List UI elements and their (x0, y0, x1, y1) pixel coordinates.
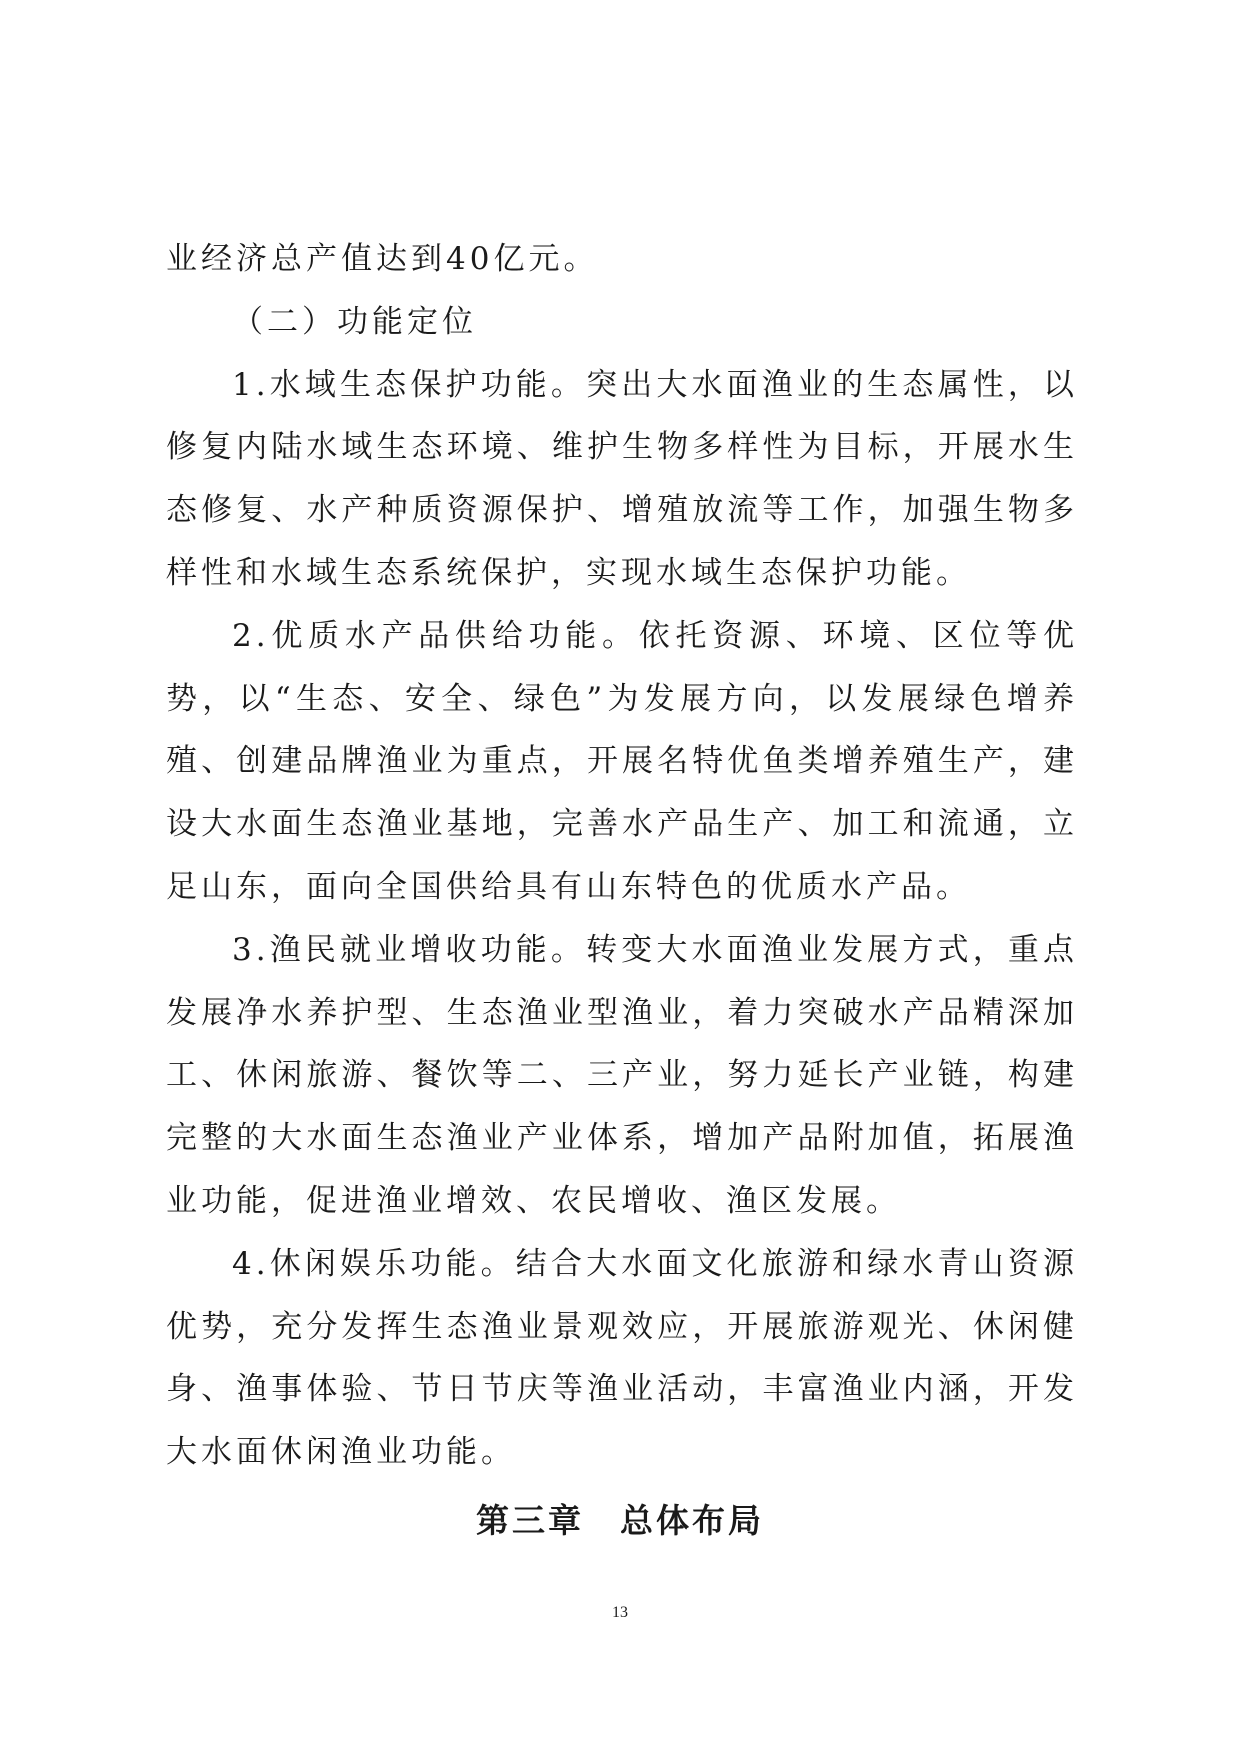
section-heading: （二）功能定位 (232, 303, 477, 340)
continuation-paragraph: 业经济总产值达到40亿元。 (166, 241, 599, 277)
chapter-title: 第三章 总体布局 (476, 1501, 764, 1540)
body-text (166, 228, 1078, 1484)
paragraph-quality-supply: 2.优质水产品供给功能。依托资源、环境、区位等优势，以“生态、安全、绿色”为发展方向，以发展绿色增养殖、创建品牌渔业为重点，开展名特优鱼类增养殖生产，建设大水面生态渔业基地，完善水产品生产、加工和流通，立足山东，面向全国供给具有山东特色的优质水产品。 (166, 617, 1078, 905)
paragraph-employment-income: 3.渔民就业增收功能。转变大水面渔业发展方式，重点发展净水养护型、生态渔业型渔业，着力突破水产品精深加工、休闲旅游、餐饮等二、三产业，努力延长产业链，构建完整的大水面生态渔业产业体系，增加产品附加值，拓展渔业功能，促进渔业增效、农民增收、渔区发展。 (166, 931, 1078, 1219)
paragraph-leisure-entertainment: 4.休闲娱乐功能。结合大水面文化旅游和绿水青山资源优势，充分发挥生态渔业景观效应，开展旅游观光、休闲健身、渔事体验、节日节庆等渔业活动，丰富渔业内涵，开发大水面休闲渔业功能。 (166, 1245, 1078, 1471)
page-number: 13 (612, 1604, 628, 1621)
paragraph-ecological-protection: 1.水域生态保护功能。突出大水面渔业的生态属性，以修复内陆水域生态环境、维护生物多样性为目标，开展水生态修复、水产种质资源保护、增殖放流等工作，加强生物多样性和水域生态系统保护，实现水域生态保护功能。 (166, 366, 1078, 591)
